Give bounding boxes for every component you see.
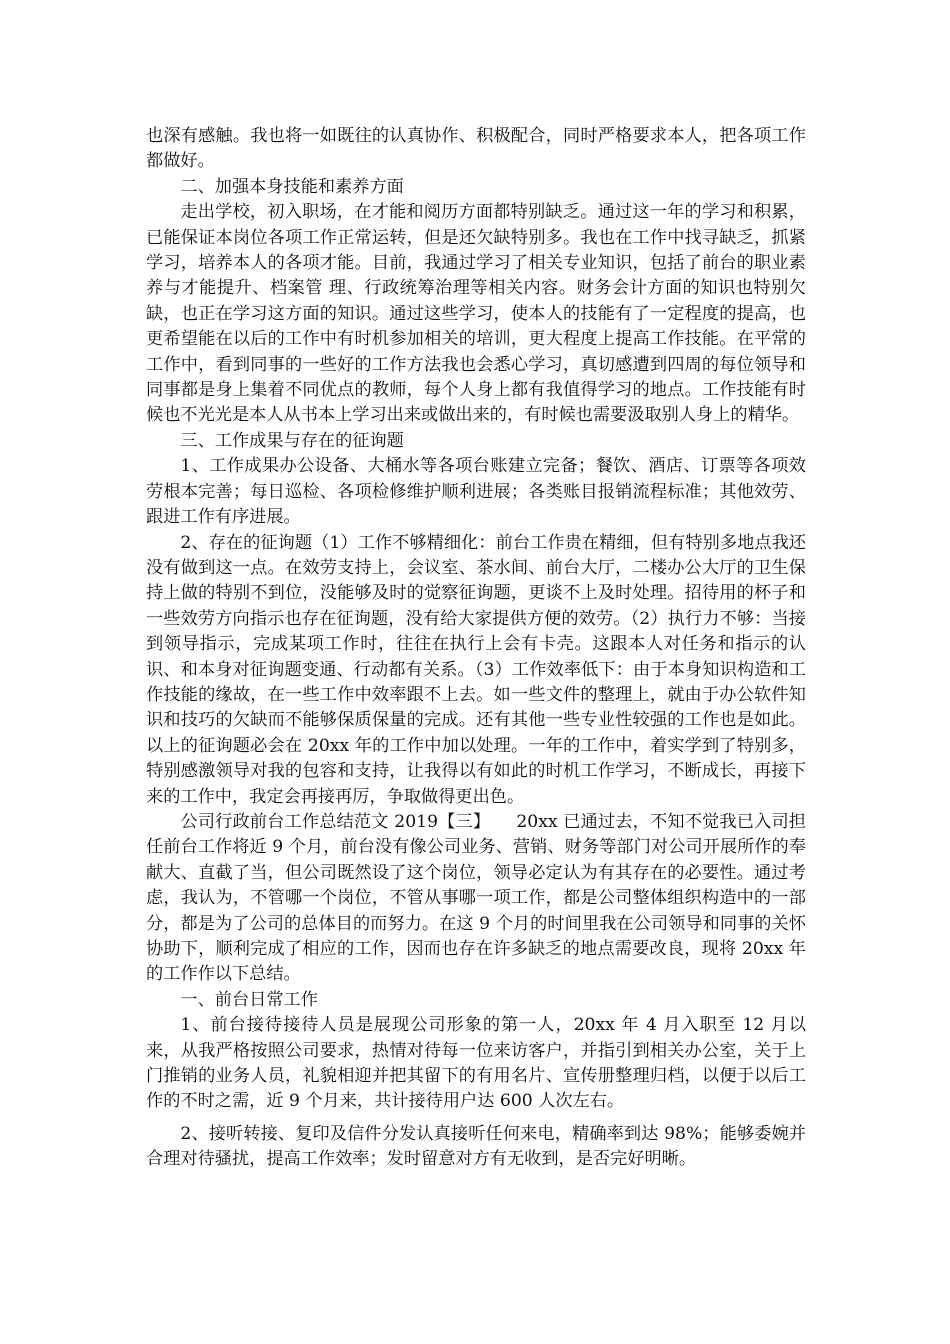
document-body — [146, 124, 806, 1173]
paragraph-problems: 2、存在的征询题（1）工作不够精细化：前台工作贵在精细，但有特别多地点我还没有做到这一点。在效劳支持上，会议室、茶水间、前台大厅，二楼办公大厅的卫生保持上做的特别不到位，没能够及时的觉察征询题，更谈不上及时处理。招待用的杯子和一些效劳方向指示也存在征询题，没有给大家提供方便的效劳。（2）执行力不够：当接到领导指示，完成某项工作时，往往在执行上会有卡壳。这跟本人对任务和指示的认识、和本身对征询题变通、行动都有关系。（3）工作效率低下：由于本身知识构造和工作技能的缘故，在一些工作中效率跟不上去。如一些文件的整理上，就由于办公软件知识和技巧的欠缺而不能够保质保量的完成。还有其他一些专业性较强的工作也是如此。以上的征询题必会在 20xx 年的工作中加以处理。一年的工作中，着实学到了特别多，特别感激领导对我的包容和支持，让我得以有如此的时机工作学习，不断成长，再接下来的工作中，我定会再接再厉，争取做得更出色。 — [146, 532, 806, 807]
paragraph-summary-three: 公司行政前台工作总结范文 2019【三】 20xx 已通过去，不知不觉我已入司担任前台工作将近 9 个月，前台没有像公司业务、营销、财务等部门对公司开展所作的奉献大、直截了当，但公司既然设了这个岗位，领导必定认为有其存在的必要性。通过考虑，我认为，不管哪一个岗位，不管从事哪一项工作，都是公司整体组织构造中的一部分，都是为了公司的总体目的而努力。在这 9 个月的时间里我在公司领导和同事的关怀协助下，顺利完成了相应的工作，因而也存在许多缺乏的地点需要改良，现将 20xx 年的工作作以下总结。 — [146, 811, 806, 985]
paragraph-results: 1、工作成果办公设备、大桶水等各项台账建立完备；餐饮、酒店、订票等各项效劳根本完善；每日巡检、各项检修维护顺利进展；各类账目报销流程标准；其他效劳、跟进工作有序进展。 — [146, 456, 806, 528]
section-heading-results: 三、工作成果与存在的征询题 — [180, 430, 404, 451]
paragraph-phone: 2、接听转接、复印及信件分发认真接听任何来电，精确率到达 98%；能够委婉并合理对待骚扰，提高工作效率；发时留意对方有无收到，是否完好明晰。 — [146, 1123, 806, 1170]
section-heading-daily-work: 一、前台日常工作 — [180, 989, 318, 1010]
paragraph-continuation: 也深有感触。我也将一如既往的认真协作、积极配合，同时严格要求本人，把各项工作都做好。 — [146, 126, 806, 172]
paragraph-reception: 1、前台接待接待人员是展现公司形象的第一人，20xx 年 4 月入职至 12 月以来，从我严格按照公司要求，热情对待每一位来访客户，并指引到相关办公室，关于上门推销的业务人员，礼貌相迎并把其留下的有用名片、宣传册整理归档，以便于以后工作的不时之需，近 9 个月来，共计接待用户达 600 人次左右。 — [146, 1015, 806, 1112]
section-heading-skills: 二、加强本身技能和素养方面 — [180, 176, 404, 197]
paragraph-skills: 走出学校，初入职场，在才能和阅历方面都特别缺乏。通过这一年的学习和积累，已能保证本岗位各项工作正常运转，但是还欠缺特别多。我也在工作中找寻缺乏，抓紧学习，培养本人的各项才能。目前，我通过学习了相关专业知识，包括了前台的职业素养与才能提升、档案管 理、行政统筹治理等相关内容。财务会计方面的知识也特别欠缺，也正在学习这方面的知识。通过这些学习，使本人的技能有了一定程度的提高，也更希望能在以后的工作中有时机参加相关的培训，更大程度上提高工作技能。在平常的工作中，看到同事的一些好的工作方法我也会悉心学习，真切感遭到四周的每位领导和同事都是身上集着不同优点的教师，每个人身上都有我值得学习的地点。工作技能有时候也不光光是本人从书本上学习出来或做出来的，有时候也需要汲取别人身上的精华。 — [146, 202, 806, 426]
